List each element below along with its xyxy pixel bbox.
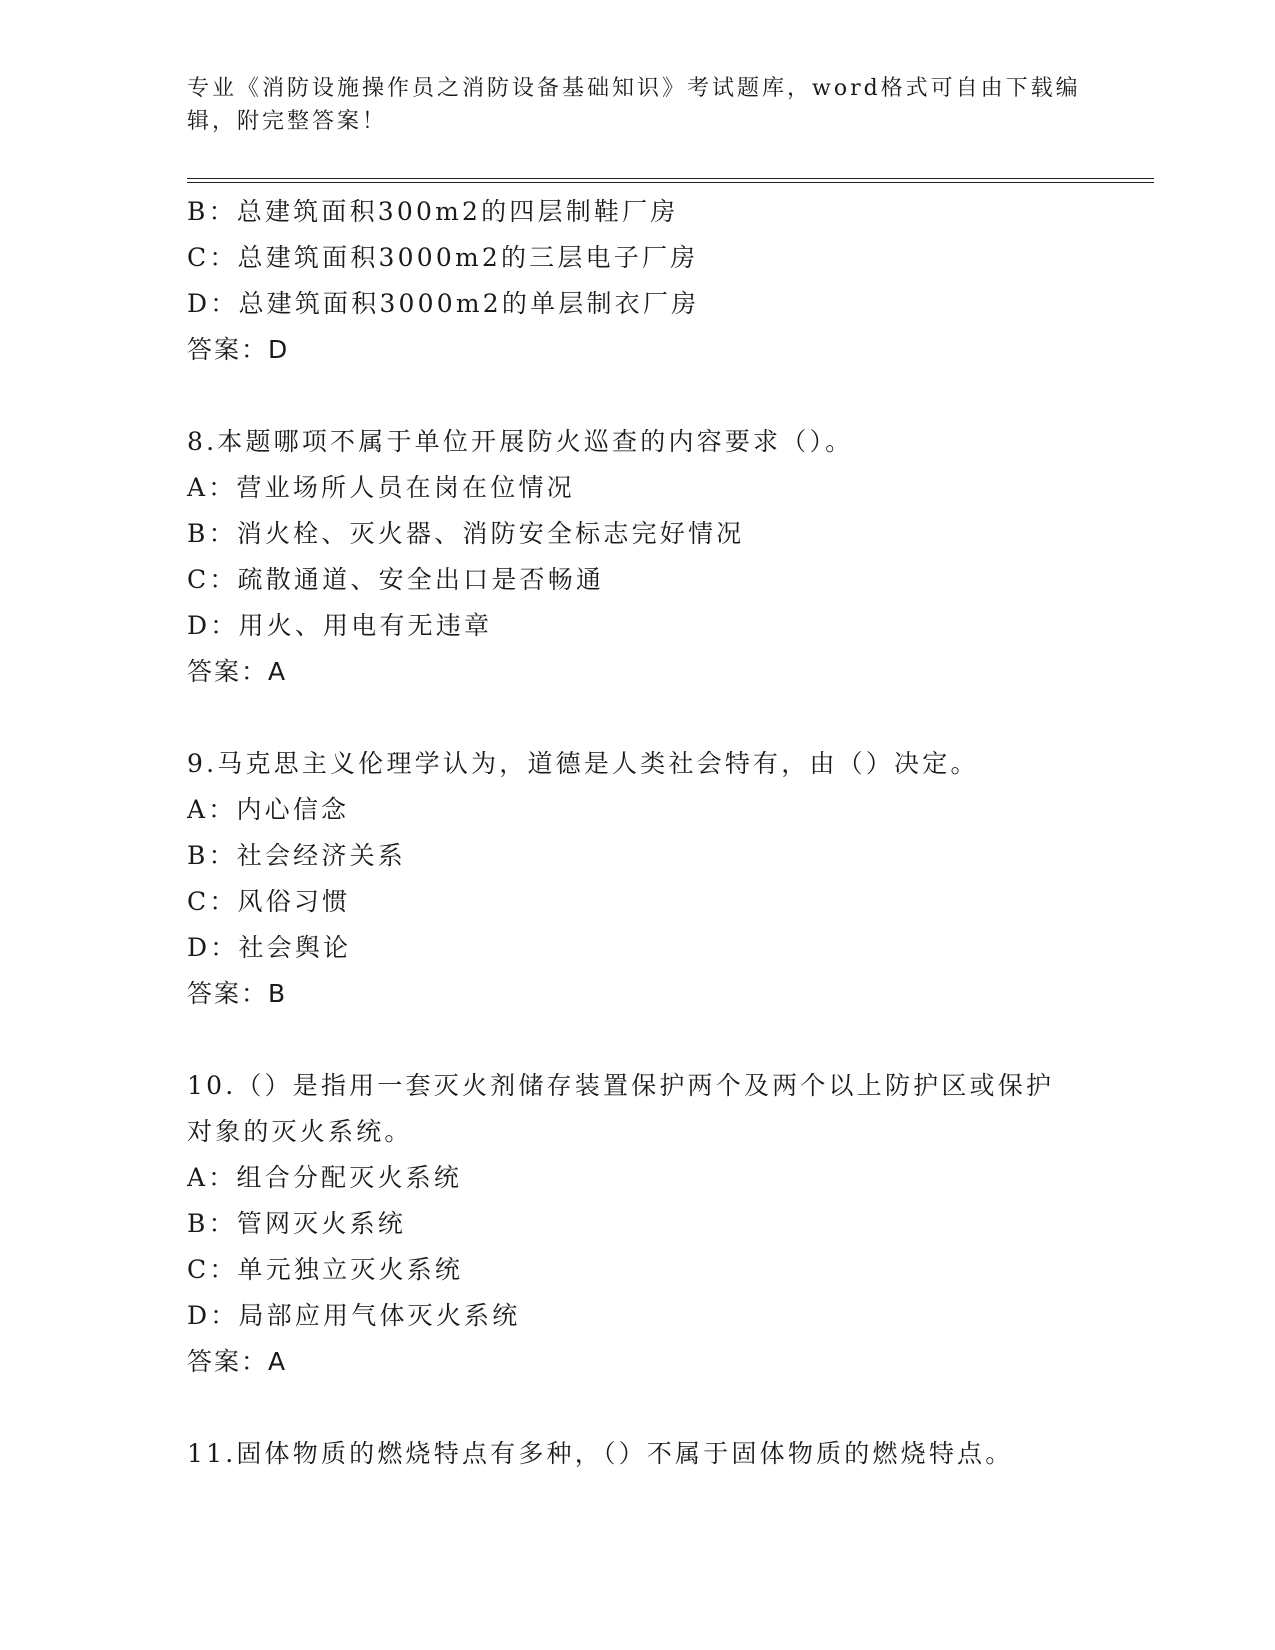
question-text: 8.本题哪项不属于单位开展防火巡查的内容要求（）。 [187, 427, 854, 456]
spacer [187, 695, 1147, 741]
header-line-2: 辑，附完整答案！ [187, 109, 388, 134]
option-a: A：内心信念 [187, 795, 350, 824]
option-b: B：总建筑面积300m2的四层制鞋厂房 [187, 197, 679, 226]
question-text: 11.固体物质的燃烧特点有多种，（）不属于固体物质的燃烧特点。 [187, 1439, 1014, 1468]
spacer [187, 1385, 1147, 1431]
header-line-1: 专业《消防设施操作员之消防设备基础知识》考试题库，word格式可自由下载编 [187, 76, 1081, 101]
option-b: B：社会经济关系 [187, 841, 406, 870]
question-8-block [187, 419, 1147, 695]
option-c: C：风俗习惯 [187, 887, 351, 916]
option-d: D：总建筑面积3000m2的单层制衣厂房 [187, 289, 700, 318]
question-text: 9.马克思主义伦理学认为，道德是人类社会特有，由（）决定。 [187, 749, 979, 778]
option-c: C：疏散通道、安全出口是否畅通 [187, 565, 605, 594]
spacer [187, 373, 1147, 419]
question-text-line-1: 10.（）是指用一套灭火剂储存装置保护两个及两个以上防护区或保护 [187, 1071, 1055, 1100]
question-10-block [187, 1063, 1147, 1385]
answer: 答案：B [187, 979, 288, 1008]
option-a: A：营业场所人员在岗在位情况 [187, 473, 575, 502]
answer: 答案：A [187, 1347, 288, 1376]
question-9-block [187, 741, 1147, 1017]
option-c: C：总建筑面积3000m2的三层电子厂房 [187, 243, 699, 272]
question-list [187, 189, 1147, 1477]
option-d: D：局部应用气体灭火系统 [187, 1301, 521, 1330]
option-d: D：社会舆论 [187, 933, 352, 962]
option-d: D：用火、用电有无违章 [187, 611, 493, 640]
header-divider [187, 178, 1154, 183]
question-11-block [187, 1431, 1147, 1477]
answer: 答案：D [187, 335, 290, 364]
document-header [187, 72, 1087, 138]
answer: 答案：A [187, 657, 288, 686]
option-b: B：管网灭火系统 [187, 1209, 406, 1238]
question-text-line-2: 对象的灭火系统。 [187, 1117, 413, 1146]
option-a: A：组合分配灭火系统 [187, 1163, 463, 1192]
question-7-block [187, 189, 1147, 373]
spacer [187, 1017, 1147, 1063]
option-b: B：消火栓、灭火器、消防安全标志完好情况 [187, 519, 745, 548]
option-c: C：单元独立灭火系统 [187, 1255, 464, 1284]
